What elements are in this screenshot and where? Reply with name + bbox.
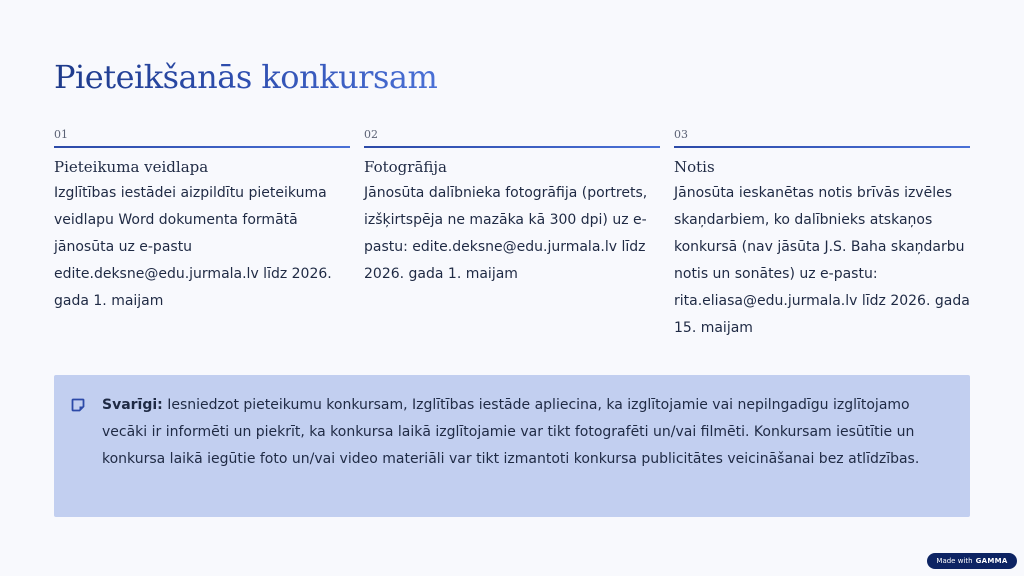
step-title: Fotogrāfija [364,158,447,176]
step-column-3 [674,128,970,342]
page-title: Pieteikšanās konkursam [54,58,438,96]
step-number: 01 [54,128,68,141]
step-title: Notis [674,158,715,176]
callout-label: Svarīgi: [102,397,163,413]
step-column-2 [364,128,660,342]
step-body: Jānosūta ieskanētas notis brīvās izvēles skaņdarbiem, ko dalībnieks atskaņos konkursā (nav jāsūta J.S. Baha skaņdarbu notis un sonātes) uz e-pastu: rita.eliasa@edu.jurmala.lv līdz 2026. gada 15. maijam [674,185,970,336]
step-title: Pieteikuma veidlapa [54,158,209,176]
sticky-note-icon [70,397,86,413]
step-column-1 [54,128,350,342]
badge-prefix: Made with [936,557,973,565]
callout-text [102,392,930,473]
step-number: 02 [364,128,378,141]
step-number: 03 [674,128,688,141]
step-body: Izglītības iestādei aizpildītu pieteikuma veidlapu Word dokumenta formātā jānosūta uz e-pastu edite.deksne@edu.jurmala.lv līdz 2026. gada 1. maijam [54,185,332,309]
step-body: Jānosūta dalībnieka fotogrāfija (portrets, izšķirtspēja ne mazāka kā 300 dpi) uz e-pastu: edite.deksne@edu.jurmala.lv līdz 2026. gada 1. maijam [364,185,648,282]
badge-brand: GAMMA [975,557,1008,565]
divider [364,146,660,148]
made-with-gamma-badge[interactable] [927,553,1017,569]
divider [674,146,970,148]
divider [54,146,350,148]
callout-body: Iesniedzot pieteikumu konkursam, Izglītības iestāde apliecina, ka izglītojamie vai nepilngadīgu izglītojamo vecāki ir informēti un piekrīt, ka konkursa laikā izglītojamie var tikt fotografēti un/vai filmēti. Konkursam iesūtītie un konkursa laikā iegūtie foto un/vai video materiāli var tikt izmantoti konkursa publicitātes veicināšanai bez atlīdzības. [102,397,920,467]
steps-columns [54,128,970,342]
important-callout [54,375,970,517]
